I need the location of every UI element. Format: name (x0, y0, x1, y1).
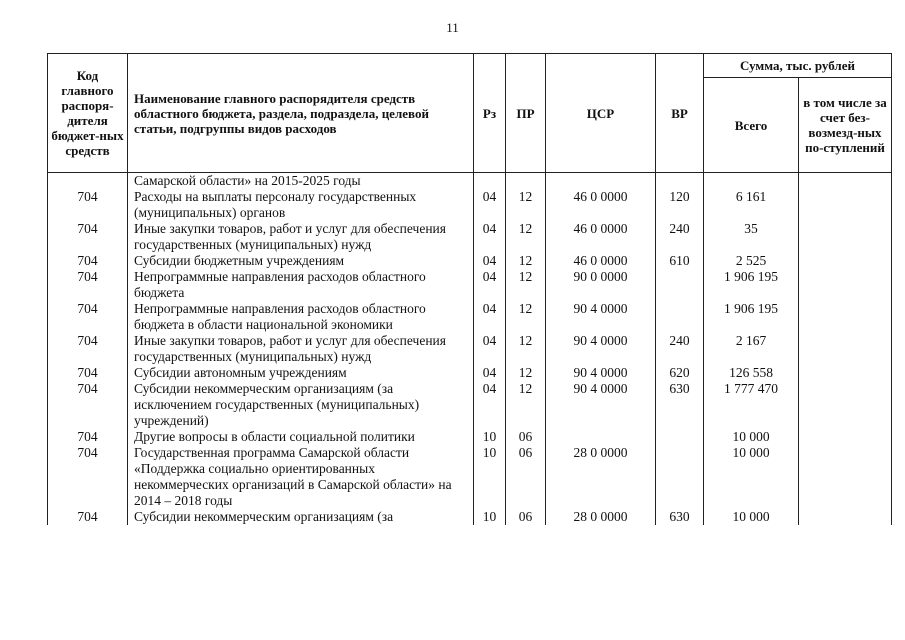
page-number: 11 (446, 20, 459, 35)
cell-name: Государственная программа Самарской области «Поддержка социально ориентированных некоммерческих организаций в Самарской области» на 2014 – 2018 годы (128, 445, 474, 509)
cell-rz: 04 (474, 221, 506, 253)
cell-name: Непрограммные направления расходов областного бюджета (128, 269, 474, 301)
expenditure-table (47, 53, 892, 525)
cell-csr: 46 0 0000 (546, 221, 656, 253)
cell-code: 704 (48, 365, 128, 381)
cell-grat (799, 445, 892, 509)
cell-grat (799, 381, 892, 429)
header-rz: Рз (474, 54, 506, 173)
cell-grat (799, 301, 892, 333)
header-gratuitous: в том числе за счет без-возмезд-ных по-ступлений (799, 78, 892, 173)
cell-total: 1 906 195 (704, 269, 799, 301)
cell-total: 10 000 (704, 445, 799, 509)
cell-vr: 240 (656, 333, 704, 365)
header-total: Всего (704, 78, 799, 173)
cell-pr: 12 (506, 381, 546, 429)
cell-csr: 90 4 0000 (546, 301, 656, 333)
cell-grat (799, 509, 892, 525)
cell-csr: 28 0 0000 (546, 509, 656, 525)
cell-total: 35 (704, 221, 799, 253)
cell-total: 2 525 (704, 253, 799, 269)
cell-csr: 90 4 0000 (546, 365, 656, 381)
cell-rz: 04 (474, 333, 506, 365)
cell-pr: 12 (506, 333, 546, 365)
header-code: Код главного распоря-дителя бюджет-ных средств (48, 54, 128, 173)
cell-code: 704 (48, 445, 128, 509)
cell-vr: 610 (656, 253, 704, 269)
cell-total (704, 173, 799, 190)
header-sum-group: Сумма, тыс. рублей (704, 54, 892, 78)
cell-grat (799, 189, 892, 221)
cell-code: 704 (48, 221, 128, 253)
cell-grat (799, 365, 892, 381)
cell-name: Субсидии некоммерческим организациям (за (128, 509, 474, 525)
cell-name: Самарской области» на 2015-2025 годы (128, 173, 474, 190)
header-pr: ПР (506, 54, 546, 173)
cell-grat (799, 221, 892, 253)
cell-total: 2 167 (704, 333, 799, 365)
cell-pr: 12 (506, 301, 546, 333)
cell-rz: 04 (474, 189, 506, 221)
cell-code: 704 (48, 189, 128, 221)
cell-rz: 04 (474, 381, 506, 429)
cell-rz: 04 (474, 269, 506, 301)
cell-total: 1 777 470 (704, 381, 799, 429)
cell-rz: 04 (474, 365, 506, 381)
cell-pr: 06 (506, 429, 546, 445)
cell-grat (799, 253, 892, 269)
cell-csr: 28 0 0000 (546, 445, 656, 509)
cell-csr: 90 4 0000 (546, 381, 656, 429)
cell-name: Субсидии некоммерческим организациям (за исключением государственных (муниципальных) учреждений) (128, 381, 474, 429)
cell-name: Непрограммные направления расходов областного бюджета в области национальной экономики (128, 301, 474, 333)
cell-code: 704 (48, 269, 128, 301)
table-row (48, 445, 892, 509)
cell-csr: 46 0 0000 (546, 253, 656, 269)
header-csr: ЦСР (546, 54, 656, 173)
table-row (48, 365, 892, 381)
cell-name: Иные закупки товаров, работ и услуг для обеспечения государственных (муниципальных) нужд (128, 333, 474, 365)
cell-rz (474, 173, 506, 190)
cell-total: 6 161 (704, 189, 799, 221)
cell-vr (656, 445, 704, 509)
table-row (48, 301, 892, 333)
table-row (48, 253, 892, 269)
cell-grat (799, 173, 892, 190)
cell-code: 704 (48, 381, 128, 429)
cell-rz: 10 (474, 509, 506, 525)
cell-name: Другие вопросы в области социальной политики (128, 429, 474, 445)
cell-pr: 12 (506, 189, 546, 221)
table-row (48, 509, 892, 525)
cell-vr: 120 (656, 189, 704, 221)
cell-rz: 04 (474, 301, 506, 333)
header-vr: ВР (656, 54, 704, 173)
cell-pr (506, 173, 546, 190)
cell-grat (799, 429, 892, 445)
table-row (48, 221, 892, 253)
table-row (48, 333, 892, 365)
cell-code (48, 173, 128, 190)
cell-code: 704 (48, 253, 128, 269)
cell-code: 704 (48, 429, 128, 445)
cell-csr: 90 4 0000 (546, 333, 656, 365)
cell-csr: 90 0 0000 (546, 269, 656, 301)
cell-csr: 46 0 0000 (546, 189, 656, 221)
cell-pr: 06 (506, 445, 546, 509)
cell-vr: 240 (656, 221, 704, 253)
cell-rz: 10 (474, 429, 506, 445)
cell-grat (799, 269, 892, 301)
cell-code: 704 (48, 333, 128, 365)
cell-vr: 620 (656, 365, 704, 381)
cell-vr: 630 (656, 509, 704, 525)
table-row (48, 429, 892, 445)
cell-pr: 12 (506, 269, 546, 301)
header-name: Наименование главного распорядителя средств областного бюджета, раздела, подраздела, целевой статьи, подгруппы видов расходов (128, 54, 474, 173)
cell-code: 704 (48, 509, 128, 525)
cell-name: Иные закупки товаров, работ и услуг для обеспечения государственных (муниципальных) нужд (128, 221, 474, 253)
cell-pr: 12 (506, 253, 546, 269)
cell-vr (656, 173, 704, 190)
cell-rz: 10 (474, 445, 506, 509)
cell-pr: 12 (506, 221, 546, 253)
cell-pr: 06 (506, 509, 546, 525)
table-row (48, 173, 892, 190)
cell-total: 1 906 195 (704, 301, 799, 333)
cell-vr (656, 269, 704, 301)
table-row (48, 189, 892, 221)
cell-grat (799, 333, 892, 365)
cell-csr (546, 429, 656, 445)
cell-vr: 630 (656, 381, 704, 429)
cell-total: 10 000 (704, 509, 799, 525)
cell-pr: 12 (506, 365, 546, 381)
cell-total: 10 000 (704, 429, 799, 445)
cell-name: Расходы на выплаты персоналу государственных (муниципальных) органов (128, 189, 474, 221)
cell-vr (656, 301, 704, 333)
cell-code: 704 (48, 301, 128, 333)
cell-name: Субсидии бюджетным учреждениям (128, 253, 474, 269)
table-row (48, 381, 892, 429)
table-row (48, 269, 892, 301)
cell-name: Субсидии автономным учреждениям (128, 365, 474, 381)
cell-total: 126 558 (704, 365, 799, 381)
cell-vr (656, 429, 704, 445)
cell-rz: 04 (474, 253, 506, 269)
cell-csr (546, 173, 656, 190)
